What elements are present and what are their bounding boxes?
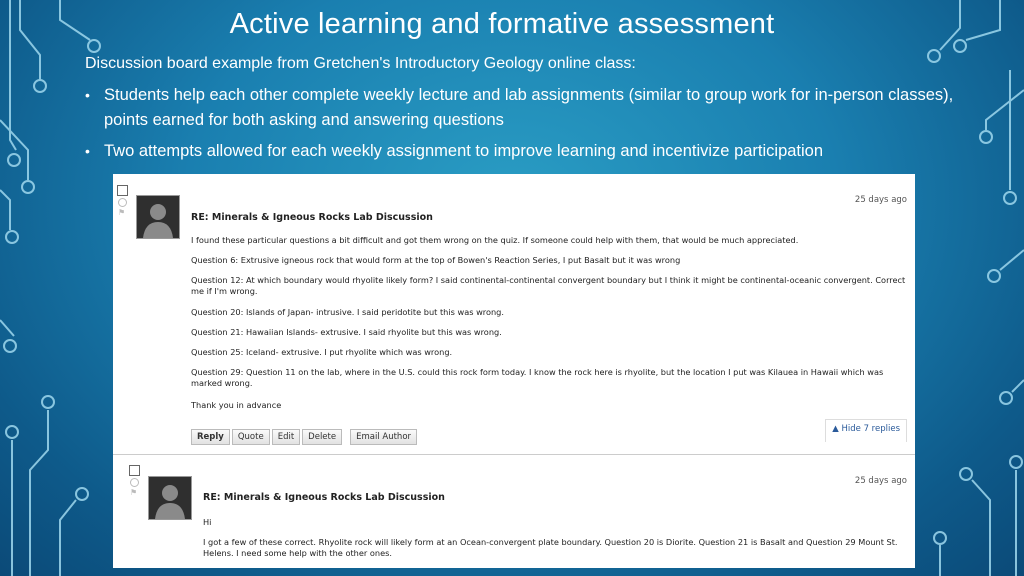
bullet-item bbox=[85, 139, 965, 164]
post-paragraph: Thank you in advance bbox=[191, 400, 282, 410]
slide-title: Active learning and formative assessment bbox=[229, 8, 775, 40]
select-post-checkbox[interactable] bbox=[129, 465, 140, 476]
post-paragraph: Question 29: Question 11 on the lab, where in the U.S. could this rock form today. I know the rock here is rhyolite, but the location I put was Kilauea in Hawaii which was marked wrong. bbox=[191, 367, 884, 388]
email-author-button[interactable]: Email Author bbox=[350, 429, 417, 445]
post-paragraph: Question 25: Iceland- extrusive. I put rhyolite which was wrong. bbox=[191, 347, 453, 357]
hide-replies-link[interactable]: ▲ Hide 7 replies bbox=[825, 419, 907, 442]
post-paragraph: I got a few of these correct. Rhyolite rock will likely form at an Ocean-convergent plate boundary. Question 20 is Diorite. Question 21 is Basalt and Question 29 Mount St. Helens. I need some help with the other ones. bbox=[203, 537, 898, 558]
avatar-person-icon bbox=[137, 196, 179, 238]
bullet-dot: • bbox=[85, 87, 90, 103]
avatar bbox=[136, 195, 180, 239]
post-paragraph: I found these particular questions a bit difficult and got them wrong on the quiz. If someone could help with them, that would be much appreciated. bbox=[191, 235, 799, 245]
slide-subtitle: Discussion board example from Gretchen's Introductory Geology online class: bbox=[85, 55, 636, 72]
bullet-list bbox=[85, 83, 965, 170]
post-paragraph: Question 12: At which boundary would rhyolite likely form? I said continental-continental convergent boundary but I think it might be continental-oceanic convergent. Correct me if I'm wrong. bbox=[191, 275, 906, 296]
post-title[interactable]: RE: Minerals & Igneous Rocks Lab Discussion bbox=[191, 212, 433, 223]
post-paragraph: Question 6: Extrusive igneous rock that would form at the top of Bowen's Reaction Series, I put Basalt but it was wrong bbox=[191, 255, 681, 265]
post-paragraph: Hi bbox=[203, 517, 212, 527]
delete-button[interactable]: Delete bbox=[302, 429, 342, 445]
bullet-item bbox=[85, 83, 965, 133]
reply-button[interactable]: Reply bbox=[191, 429, 230, 445]
post-title[interactable]: RE: Minerals & Igneous Rocks Lab Discussion bbox=[203, 492, 445, 503]
post-paragraph: Question 20: Islands of Japan- intrusive. I said peridotite but this was wrong. bbox=[191, 307, 504, 317]
avatar bbox=[148, 476, 192, 520]
edit-button[interactable]: Edit bbox=[272, 429, 300, 445]
post-timestamp: 25 days ago bbox=[854, 195, 907, 205]
post-actions bbox=[191, 424, 419, 445]
unread-marker-icon[interactable] bbox=[130, 478, 139, 487]
discussion-screenshot bbox=[113, 174, 915, 568]
bullet-text: Students help each other complete weekly lecture and lab assignments (similar to group work for in-person classes), points earned for both asking and answering questions bbox=[104, 86, 954, 129]
post-paragraph: Question 21: Hawaiian Islands- extrusive. I said rhyolite but this was wrong. bbox=[191, 327, 502, 337]
discussion-post bbox=[113, 174, 915, 452]
select-post-checkbox[interactable] bbox=[117, 185, 128, 196]
quote-button[interactable]: Quote bbox=[232, 429, 270, 445]
bullet-dot: • bbox=[85, 143, 90, 159]
unread-marker-icon[interactable] bbox=[118, 198, 127, 207]
post-timestamp: 25 days ago bbox=[854, 476, 907, 486]
avatar-person-icon bbox=[149, 477, 191, 519]
flag-icon[interactable]: ⚑ bbox=[130, 488, 138, 497]
discussion-reply bbox=[113, 454, 915, 568]
bullet-text: Two attempts allowed for each weekly assignment to improve learning and incentivize participation bbox=[104, 142, 824, 160]
flag-icon[interactable]: ⚑ bbox=[118, 208, 126, 217]
